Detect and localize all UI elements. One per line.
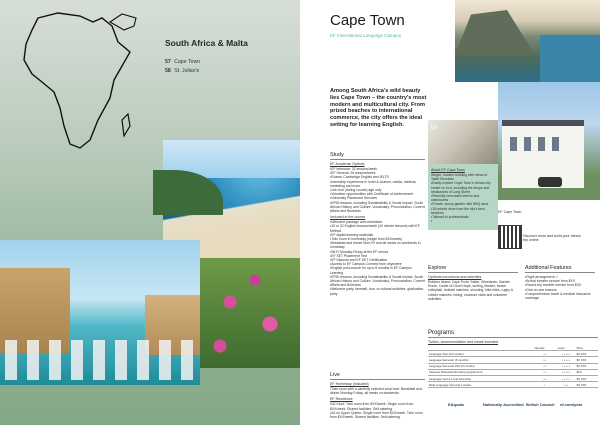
campus-heading: About EF Cape Town <box>431 168 465 172</box>
list-item: • Welcome party, farewell, tour, or cultural activities, graduation party <box>330 287 425 295</box>
list-item: • Bright, modern building with views of Table Mountain <box>431 173 495 181</box>
school-item-st-julians: 58 St. Julian's <box>165 68 200 74</box>
list-item: • Twin room in homestay (single from $XX/week) <box>330 237 425 241</box>
list-item: • Welcome package and orientation <box>330 220 425 224</box>
website-link[interactable]: ef.com/year <box>560 402 583 407</box>
explore-section <box>428 265 518 301</box>
study-heading: Study <box>330 152 425 160</box>
live-heading: Live <box>330 372 425 380</box>
residence-list <box>330 402 425 419</box>
list-item: • One-on-one lessons <box>525 288 595 292</box>
list-item: • Breakfast and dinner Mon-Fri and all meals on weekends in homestay <box>330 241 425 249</box>
list-item: • Private, sunny garden with BBQ area <box>431 202 495 206</box>
study-section <box>330 152 425 296</box>
table-row: Intensive Business/Internship (supplement) • • • • • • • $XX <box>428 369 598 375</box>
list-item: • EF Intensive: 32 lessons/week <box>330 167 425 171</box>
page-subtitle: EF International Language Campus <box>330 33 402 38</box>
additional-features-section <box>525 265 595 300</box>
included-heading: Included in the course <box>330 215 366 220</box>
school-list <box>165 58 200 76</box>
list-item: • 2A on Upper Queen: Single room from $XX/week. Twin room from $XX/week. Shared facilities. Self-catering. <box>330 411 425 419</box>
british-council-logo: British Council <box>526 402 555 407</box>
qr-caption: Discover more and build your dream trip online <box>523 234 581 243</box>
list-item: • EF SET Placement Test <box>330 254 425 258</box>
accreditation-logos <box>448 400 598 416</box>
residence-heading: EF Residence <box>330 397 353 402</box>
flowers-photo <box>200 258 300 368</box>
list-item: • Easily explore Cape Town's vibrant city center on foot, including the shops and restaurants of Long Street <box>431 181 495 194</box>
list-item: • Round-trip transfer service from $XX <box>525 283 595 287</box>
additional-heading: Additional Features <box>525 265 595 273</box>
campus-info-box <box>428 120 498 230</box>
list-item: • Flight arrangement ✓ <box>525 275 595 279</box>
photo-caption: EF Cape Town <box>498 210 522 214</box>
cape-town-photo <box>455 0 600 82</box>
list-item: • 15-minute drive from the city's best beaches <box>431 207 495 215</box>
list-item: • Job club (during course) age only <box>330 188 425 192</box>
region-title: South Africa & Malta <box>165 38 248 48</box>
campus-building-photo <box>498 82 600 200</box>
programs-subheading: Tuition, accommodation and meals included <box>428 340 498 344</box>
included-list <box>330 220 425 296</box>
table-row: Language Semester Plus (6 months) • • • • • • • $X,XXX <box>428 363 598 369</box>
list-item: • 20 or 32 English lessons/week (40 minute lessons) with EF Method <box>330 224 425 232</box>
excursions-heading: Optional excursions and activities <box>428 275 482 279</box>
table-row: Language Semester (6 months) • • • • • • • $X,XXX <box>428 357 598 363</box>
list-item: • EF General: 26 lessons/week <box>330 171 425 175</box>
programs-heading: Programs <box>428 330 598 338</box>
list-item: • Wi-Fi Monday-Friday at the EF school <box>330 250 425 254</box>
accreditation-logo: Nationally Accredited <box>483 402 524 407</box>
list-item <box>431 219 495 223</box>
list-item: • EF Diploma and EF SET Certification <box>330 258 425 262</box>
list-item: • EF digital learning materials <box>330 233 425 237</box>
list-item: • EF50 lessons, including Sustainability & Social Impact, South African History and Culture, Vocabulary, Pronunciation, Current Affairs and Business <box>330 201 425 214</box>
live-section <box>330 372 425 419</box>
list-item: • N2 Kloof: Twin room from $XX/week. Single room from $XX/week. Shared facilities. Self-catering. <box>330 402 425 410</box>
school-item-cape-town: 57 Cape Town <box>165 59 201 65</box>
intro-text: Among South Africa's wild beauty lies Cape Town – the country's most modern and multicultural city. From prized beaches to international commerce, the city offers the ideal setting for learning English. <box>330 88 427 128</box>
academic-options-heading: EF Academic Options <box>330 162 365 166</box>
list-item: • Comprehensive travel & medical insurance coverage <box>525 292 595 300</box>
right-page <box>300 0 600 425</box>
list-item: • Exams: Cambridge English and IELTS <box>330 175 425 179</box>
eaquals-logo: EAquals <box>448 402 465 407</box>
list-item: • Arrival transfer service from $XX <box>525 279 595 283</box>
list-item: • EF50 lessons, including Sustainability & Social Impact, South African History and Culture, Vocabulary, Pronunciation, Current Affairs and Business <box>330 275 425 288</box>
table-row: Language Year & Local Internship • • • • • • • $X,XXX <box>428 375 598 381</box>
homestay-heading: EF Homestay (included) <box>330 382 369 386</box>
programs-section <box>428 330 598 388</box>
list-item: • Internship experience in hotel & tourism, media, medical, marketing and more <box>330 180 425 188</box>
list-item: • Twin room with a carefully selected local host. Breakfast and dinner Monday-Friday, all meals on weekends <box>330 387 425 395</box>
list-item: • Volunteer opportunities with Certificate of Achievement <box>330 192 425 196</box>
malta-harbor-photo <box>0 240 200 385</box>
page-title: Cape Town <box>330 12 405 29</box>
programs-table <box>428 345 598 388</box>
table-row: Language Year (24 months) • • • • • • • $X,XXX <box>428 351 598 357</box>
table-row: Multi-Language Year and 3 weeks • • • • $X,XXX <box>428 382 598 388</box>
campus-interior-photo <box>428 120 498 164</box>
explore-text: Robben Island, Cape Point, Safari, Winelands, Garden Route, Castle of Good Hope, surfing, theater, beach volleyball, football matches, shooting, bike rides, rugby & cricket matches, hiking, museum visits and volunteer activities. <box>428 280 514 301</box>
campus-list <box>431 173 495 223</box>
academic-options-list <box>330 167 425 213</box>
list-item: • Tailored to professionals <box>431 215 495 219</box>
list-item: • English post-course for up to 6 months in EF Campus Learning <box>330 266 425 274</box>
qr-code-icon[interactable] <box>498 225 522 249</box>
list-item: • Recently renovated interior and classrooms <box>431 194 495 202</box>
table-header-row: Intensity Level Price <box>428 345 598 351</box>
list-item: • University Placement Services <box>330 196 425 200</box>
additional-list <box>525 275 595 300</box>
africa-map-icon <box>18 8 138 158</box>
list-item: • Access to EF Campus Connect from anywhere <box>330 262 425 266</box>
campus-photo-caption: EF <box>431 125 438 131</box>
explore-heading: Explore <box>428 265 518 273</box>
homestay-list <box>330 387 425 395</box>
